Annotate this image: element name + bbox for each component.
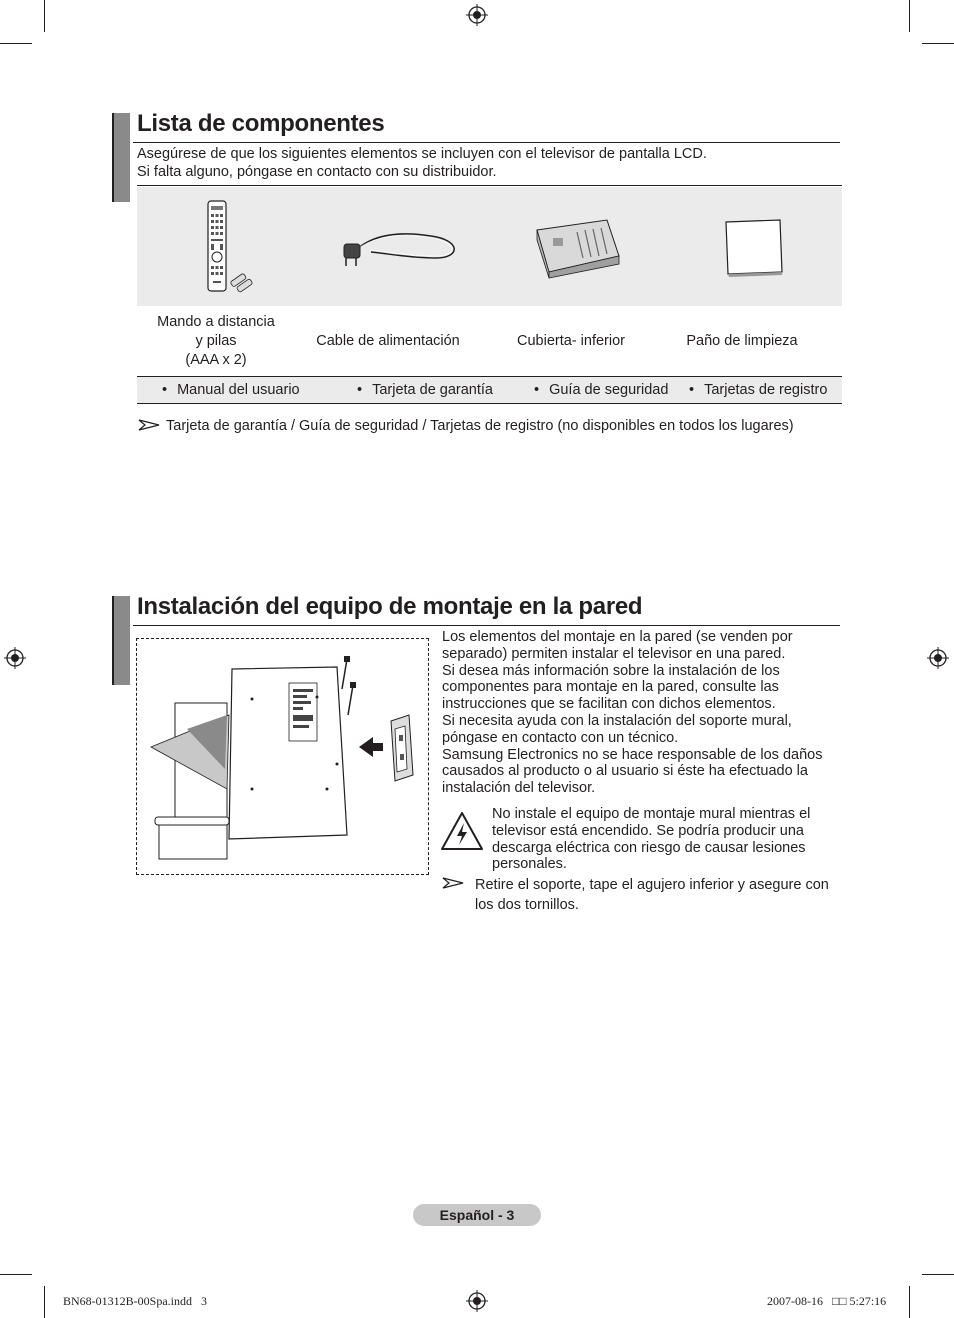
paragraph-line: Si necesita ayuda con la instalación del soporte mural,	[442, 712, 792, 729]
paragraph-line: No instale el equipo de montaje mural mientras el	[492, 806, 811, 822]
section-marker-bar	[112, 113, 130, 202]
list-item: • Manual del usuario	[162, 382, 300, 398]
component-label-remote: Mando a distancia y pilas (AAA x 2)	[157, 313, 275, 368]
component-image-remote	[137, 187, 313, 306]
components-intro-line-1: Asegúrese de que los siguientes elementos se incluyen con el televisor de pantalla LCD.	[137, 146, 707, 162]
components-image-band	[137, 187, 842, 306]
paragraph-line: póngase en contacto con un técnico.	[442, 729, 679, 746]
paragraph-line: Los elementos del montaje en la pared (se venden por	[442, 629, 793, 645]
cleaning-cloth-icon	[718, 216, 788, 278]
title-rule	[133, 625, 840, 626]
crop-mark	[44, 1286, 45, 1318]
bottom-cover-icon	[527, 212, 627, 282]
remote-control-icon	[190, 197, 260, 297]
component-image-cable	[313, 187, 489, 306]
list-item: • Tarjetas de registro	[689, 382, 828, 398]
component-label-cover: Cubierta- inferior	[517, 332, 625, 349]
power-cable-icon	[336, 222, 466, 272]
paragraph-line: los dos tornillos.	[475, 897, 579, 913]
components-note: Tarjeta de garantía / Guía de seguridad / Tarjetas de registro (no disponibles en todos los lugares)	[166, 418, 794, 434]
paragraph-line: componentes para montaje en la pared, consulte las	[442, 679, 779, 696]
crop-mark	[922, 43, 954, 44]
paragraph-line: instrucciones que se facilitan con dichos elementos.	[442, 696, 776, 713]
components-intro-line-2: Si falta alguno, póngase en contacto con su distribuidor.	[137, 164, 497, 180]
paragraph-line: Retire el soporte, tape el agujero inferior y asegure con	[475, 877, 829, 893]
crop-mark	[0, 1274, 32, 1275]
note-arrow-icon	[138, 419, 160, 431]
crop-mark	[922, 1274, 954, 1275]
wall-mount-illustration-icon	[137, 639, 428, 874]
wall-mount-description	[442, 629, 842, 797]
registration-mark-icon	[466, 4, 488, 26]
accessories-list	[137, 376, 842, 404]
component-image-cover	[489, 187, 665, 306]
crop-mark	[909, 1286, 910, 1318]
paragraph-line: descarga eléctrica con riesgo de causar lesiones	[492, 839, 806, 856]
crop-mark	[44, 0, 45, 32]
list-item: • Guía de seguridad	[534, 382, 669, 398]
paragraph-line: Samsung Electronics no se hace responsable de los daños	[442, 746, 823, 763]
list-item: • Tarjeta de garantía	[357, 382, 493, 398]
registration-mark-icon	[466, 1290, 488, 1312]
component-label-cloth: Paño de limpieza	[686, 332, 798, 349]
electric-warning-icon	[440, 811, 484, 851]
component-image-cloth	[665, 187, 841, 306]
section-marker-bar	[112, 596, 130, 685]
title-rule	[133, 142, 840, 143]
page-number-badge: Español - 3	[413, 1204, 541, 1226]
footer-timestamp: 2007-08-16 □□ 5:27:16	[767, 1294, 887, 1308]
intro-rule	[137, 185, 842, 186]
paragraph-line: Si desea más información sobre la instalación de los	[442, 662, 780, 679]
wall-mount-diagram	[136, 638, 429, 875]
component-label-cable: Cable de alimentación	[316, 332, 460, 349]
footer-file-name: BN68-01312B-00Spa.indd 3	[63, 1294, 207, 1308]
paragraph-line: separado) permiten instalar el televisor en una pared.	[442, 645, 786, 662]
note-arrow-icon	[442, 877, 464, 889]
section-title-components: Lista de componentes	[137, 110, 385, 137]
paragraph-line: televisor está encendido. Se podría producir una	[492, 822, 804, 839]
registration-mark-icon	[927, 647, 949, 669]
section-title-wall-mount: Instalación del equipo de montaje en la pared	[137, 593, 643, 620]
crop-mark	[0, 43, 32, 44]
crop-mark	[909, 0, 910, 32]
paragraph-line: personales.	[492, 856, 567, 873]
warning-text	[492, 806, 842, 873]
paragraph-line: instalación del televisor.	[442, 780, 596, 797]
registration-mark-icon	[4, 647, 26, 669]
wall-mount-note	[475, 875, 845, 915]
paragraph-line: causados al producto o al usuario si éste ha efectuado la	[442, 763, 808, 780]
